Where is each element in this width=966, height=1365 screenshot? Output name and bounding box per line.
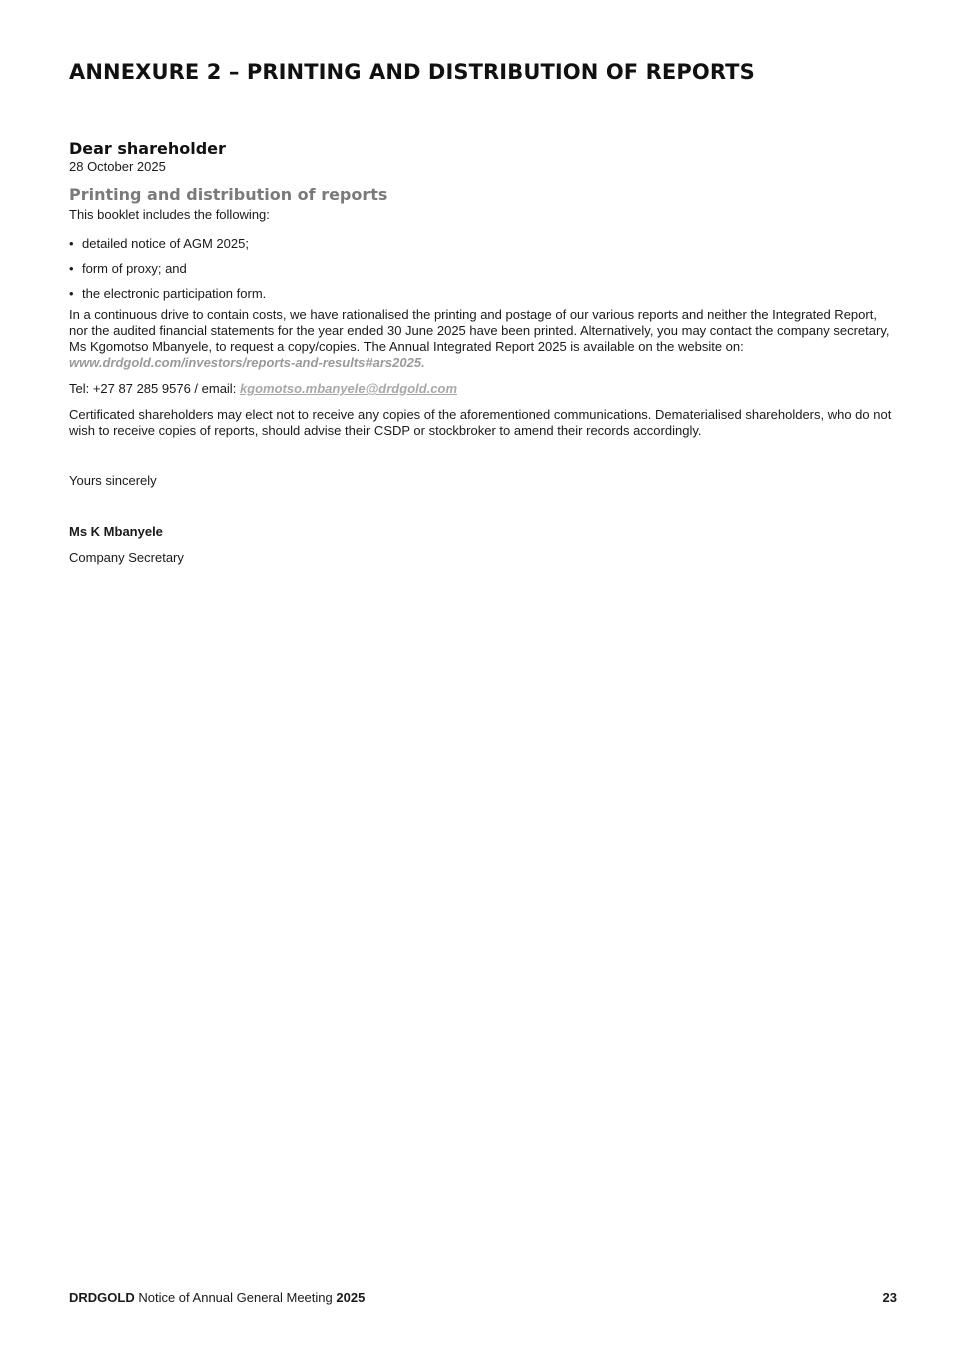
contact-prefix: Tel: +27 87 285 9576 / email:	[69, 381, 237, 396]
list-item-text: form of proxy; and	[82, 261, 187, 276]
cost-paragraph-text: In a continuous drive to contain costs, we have rationalised the printing and postage of our various reports and neither the Integrated Report, nor the audited financial statements for the year ended 30 June 2025 have been printed. Alternatively, you may contact the company secretary, Ms Kgomotso Mbanyele, to request a copy/copies. The Annual Integrated Report 2025 is available on the website on:	[69, 307, 890, 354]
contact-line	[69, 381, 899, 397]
page-title: ANNEXURE 2 – PRINTING AND DISTRIBUTION OF REPORTS	[69, 60, 755, 84]
bullet-icon: •	[69, 286, 74, 301]
list-item-text: detailed notice of AGM 2025;	[82, 236, 249, 251]
closing-text: Yours sincerely	[69, 473, 157, 488]
letter-body	[69, 139, 899, 566]
letter-date: 28 October 2025	[69, 159, 166, 174]
list-item	[69, 286, 899, 302]
list-item	[69, 236, 899, 252]
footer-brand: DRDGOLD	[69, 1290, 135, 1305]
footer-document-title	[69, 1290, 365, 1306]
intro-text: This booklet includes the following:	[69, 207, 270, 222]
booklet-contents-list	[69, 236, 899, 302]
footer-doc-name: Notice of Annual General Meeting	[138, 1290, 333, 1305]
footer-year: 2025	[336, 1290, 366, 1305]
signer-title: Company Secretary	[69, 550, 184, 565]
certificated-paragraph: Certificated shareholders may elect not to receive any copies of the aforementioned communications. Dematerialised shareholders, who do not wish to receive copies of reports, should advise their CSDP or stockbroker to amend their records accordingly.	[69, 407, 892, 438]
salutation: Dear shareholder	[69, 139, 226, 158]
bullet-icon: •	[69, 261, 74, 276]
bullet-icon: •	[69, 236, 74, 251]
list-item	[69, 261, 899, 277]
website-link[interactable]: www.drdgold.com/investors/reports-and-results#ars2025.	[69, 355, 425, 370]
email-link[interactable]: kgomotso.mbanyele@drdgold.com	[239, 381, 458, 396]
document-page	[69, 0, 899, 1365]
section-heading: Printing and distribution of reports	[69, 185, 388, 204]
page-number: 23	[882, 1290, 897, 1305]
signer-name: Ms K Mbanyele	[69, 524, 163, 539]
cost-paragraph	[69, 307, 899, 371]
list-item-text: the electronic participation form.	[82, 286, 267, 301]
